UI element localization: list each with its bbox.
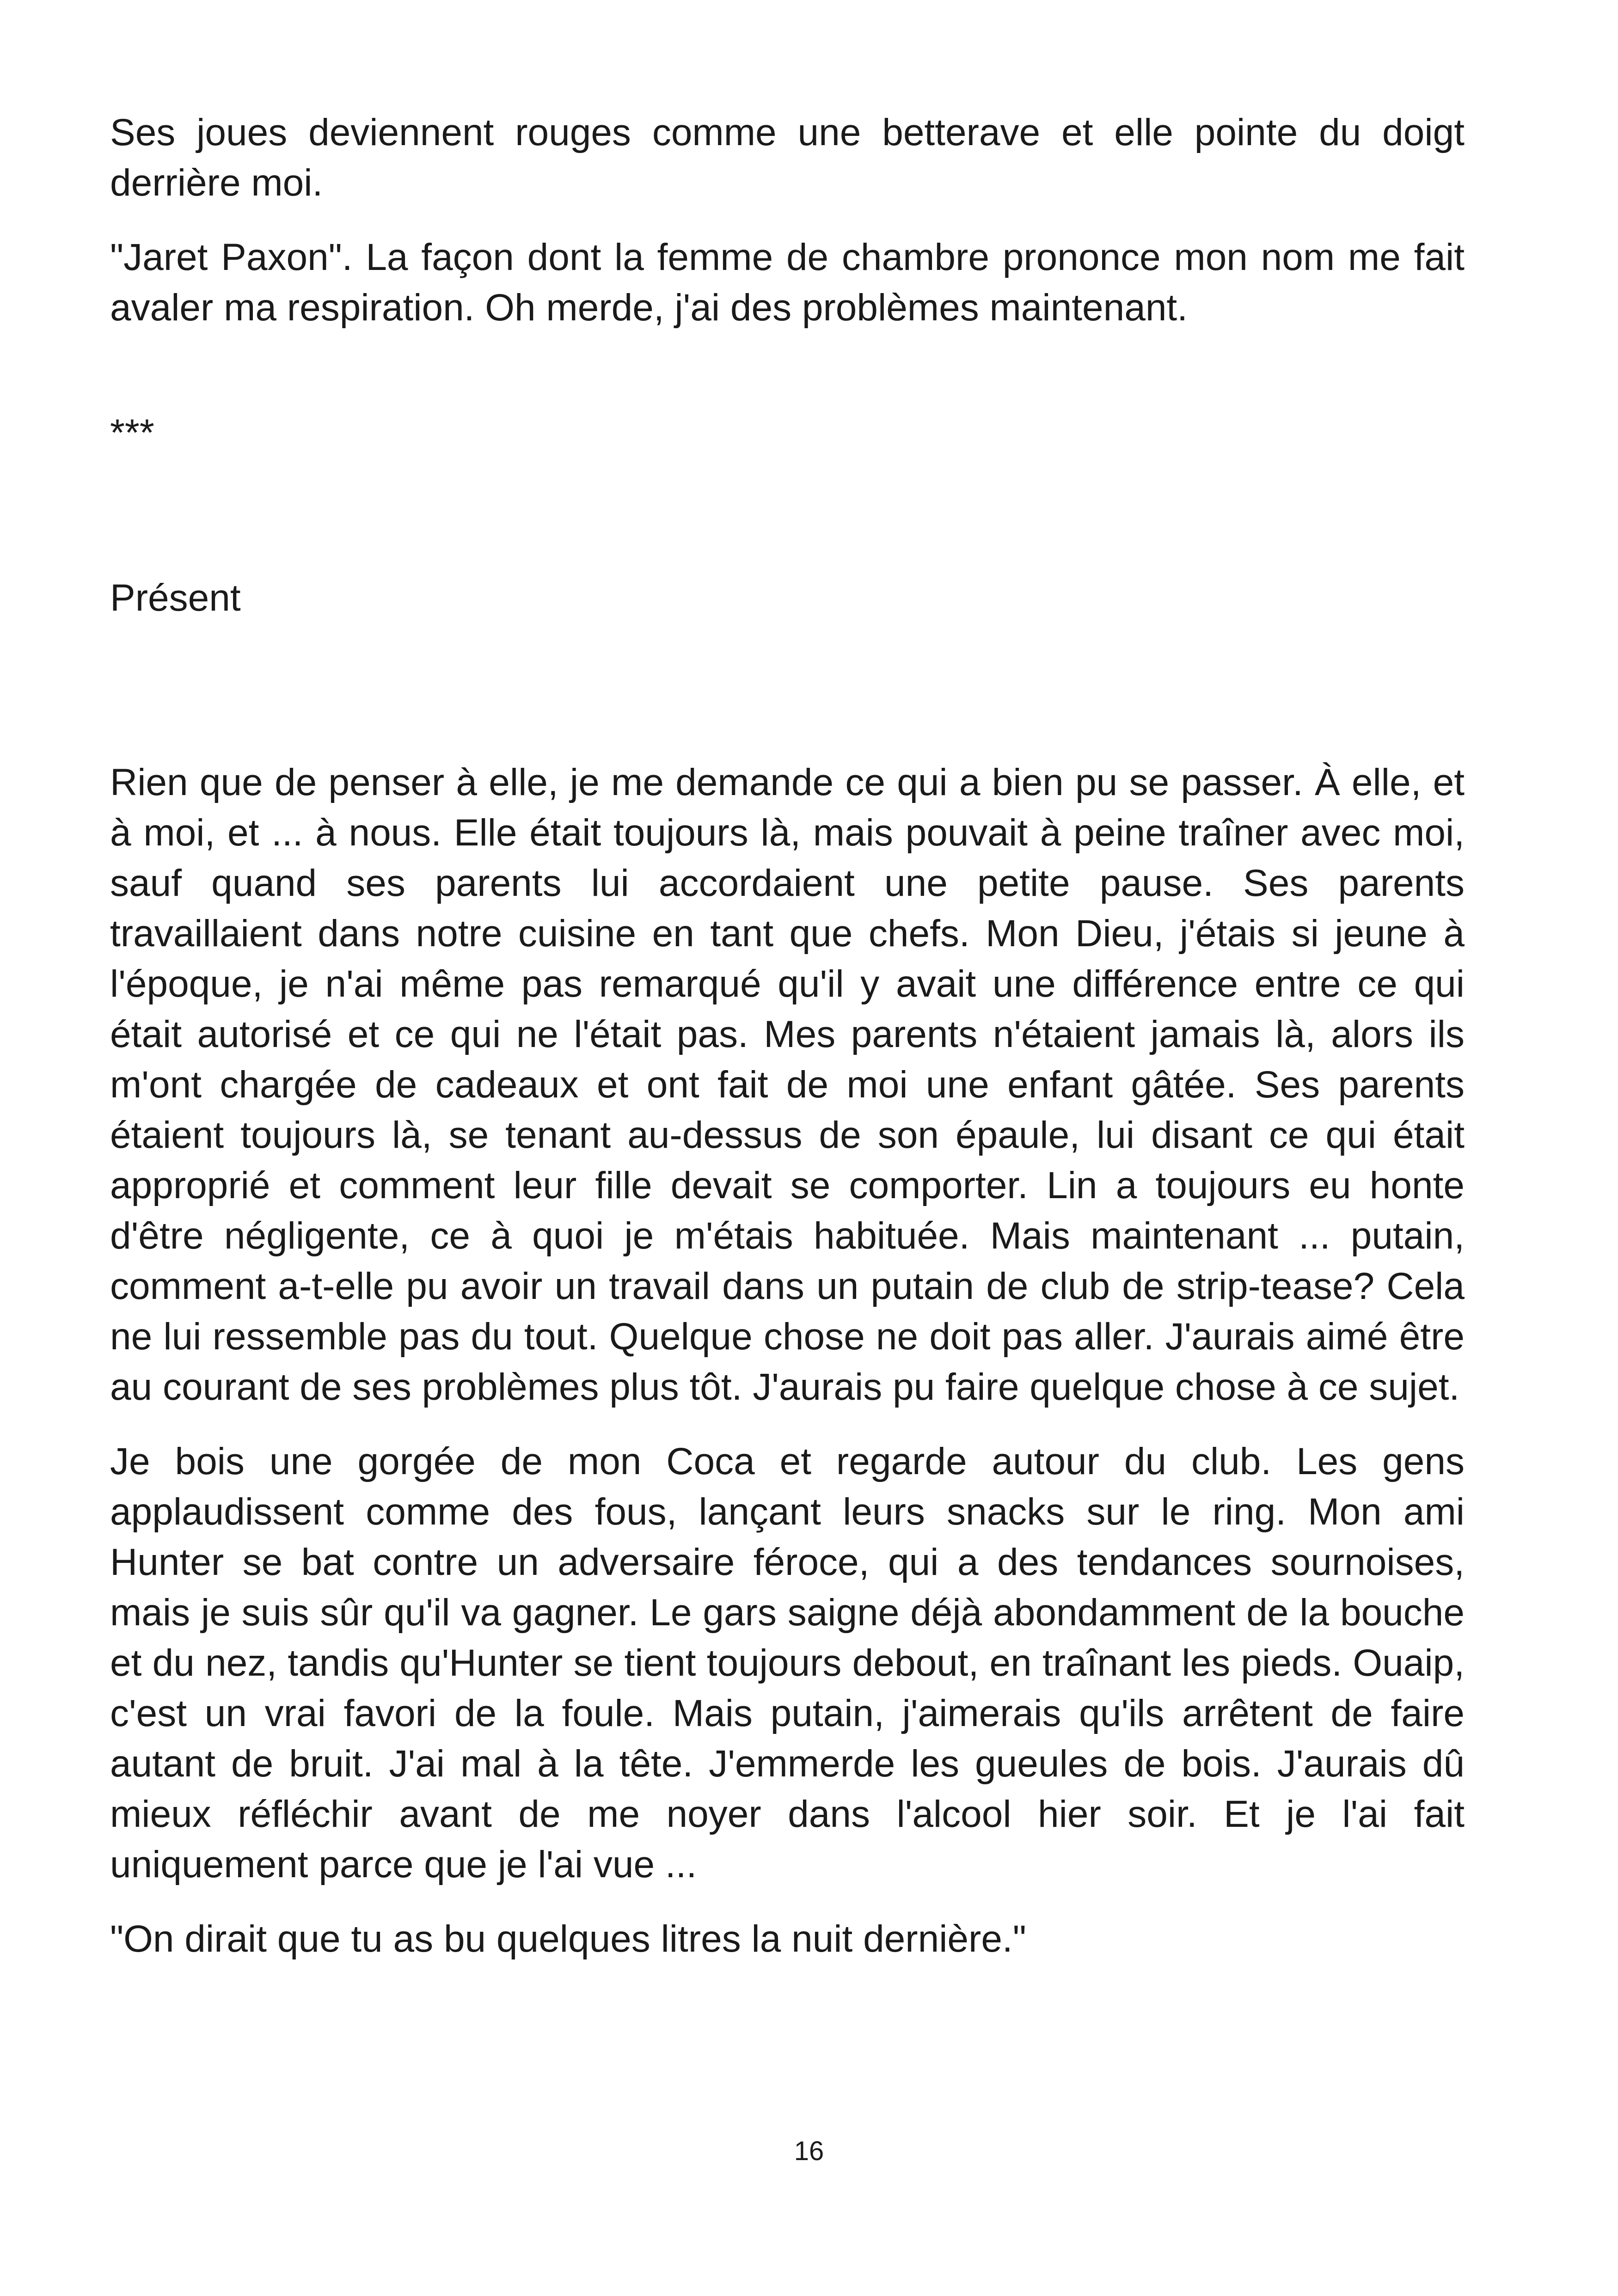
- paragraph: Ses joues deviennent rouges comme une betterave et elle pointe du doigt derrière moi.: [110, 111, 1465, 204]
- page-number: 16: [794, 2136, 824, 2166]
- paragraph: "Jaret Paxon". La façon dont la femme de chambre prononce mon nom me fait avaler ma respiration. Oh merde, j'ai des problèmes maintenant.: [110, 236, 1465, 329]
- paragraph: Rien que de penser à elle, je me demande ce qui a bien pu se passer. À elle, et à moi, et ... à nous. Elle était toujours là, mais pouvait à peine traîner avec moi, sauf quand ses parents lui accordaient une petite pause. Ses parents travaillaient dans notre cuisine en tant que chefs. Mon Dieu, j'étais si jeune à l'époque, je n'ai même pas remarqué qu'il y avait une différence entre ce qui était autorisé et ce qui ne l'était pas. Mes parents n'étaient jamais là, alors ils m'ont chargée de cadeaux et ont fait de moi une enfant gâtée. Ses parents étaient toujours là, se tenant au-dessus de son épaule, lui disant ce qui était approprié et comment leur fille devait se comporter. Lin a toujours eu honte d'être négligente, ce à quoi je m'étais habituée. Mais maintenant ... putain, comment a-t-elle pu avoir un travail dans un putain de club de strip-tease? Cela ne lui ressemble pas du tout. Quelque chose ne doit pas aller. J'aurais aimé être au courant de ses problèmes plus tôt. J'aurais pu faire quelque chose à ce sujet.: [110, 761, 1465, 1408]
- text-body: [110, 107, 1465, 1988]
- paragraph: "On dirait que tu as bu quelques litres la nuit dernière.": [110, 1918, 1026, 1960]
- paragraph: Je bois une gorgée de mon Coca et regarde autour du club. Les gens applaudissent comme des fous, lançant leurs snacks sur le ring. Mon ami Hunter se bat contre un adversaire féroce, qui a des tendances sournoises, mais je suis sûr qu'il va gagner. Le gars saigne déjà abondamment de la bouche et du nez, tandis qu'Hunter se tient toujours debout, en traînant les pieds. Ouaip, c'est un vrai favori de la foule. Mais putain, j'aimerais qu'ils arrêtent de faire autant de bruit. J'ai mal à la tête. J'emmerde les gueules de bois. J'aurais dû mieux réfléchir avant de me noyer dans l'alcool hier soir. Et je l'ai fait uniquement parce que je l'ai vue ...: [110, 1440, 1465, 1886]
- scene-separator: ***: [110, 412, 154, 454]
- scene-heading: Présent: [110, 577, 241, 619]
